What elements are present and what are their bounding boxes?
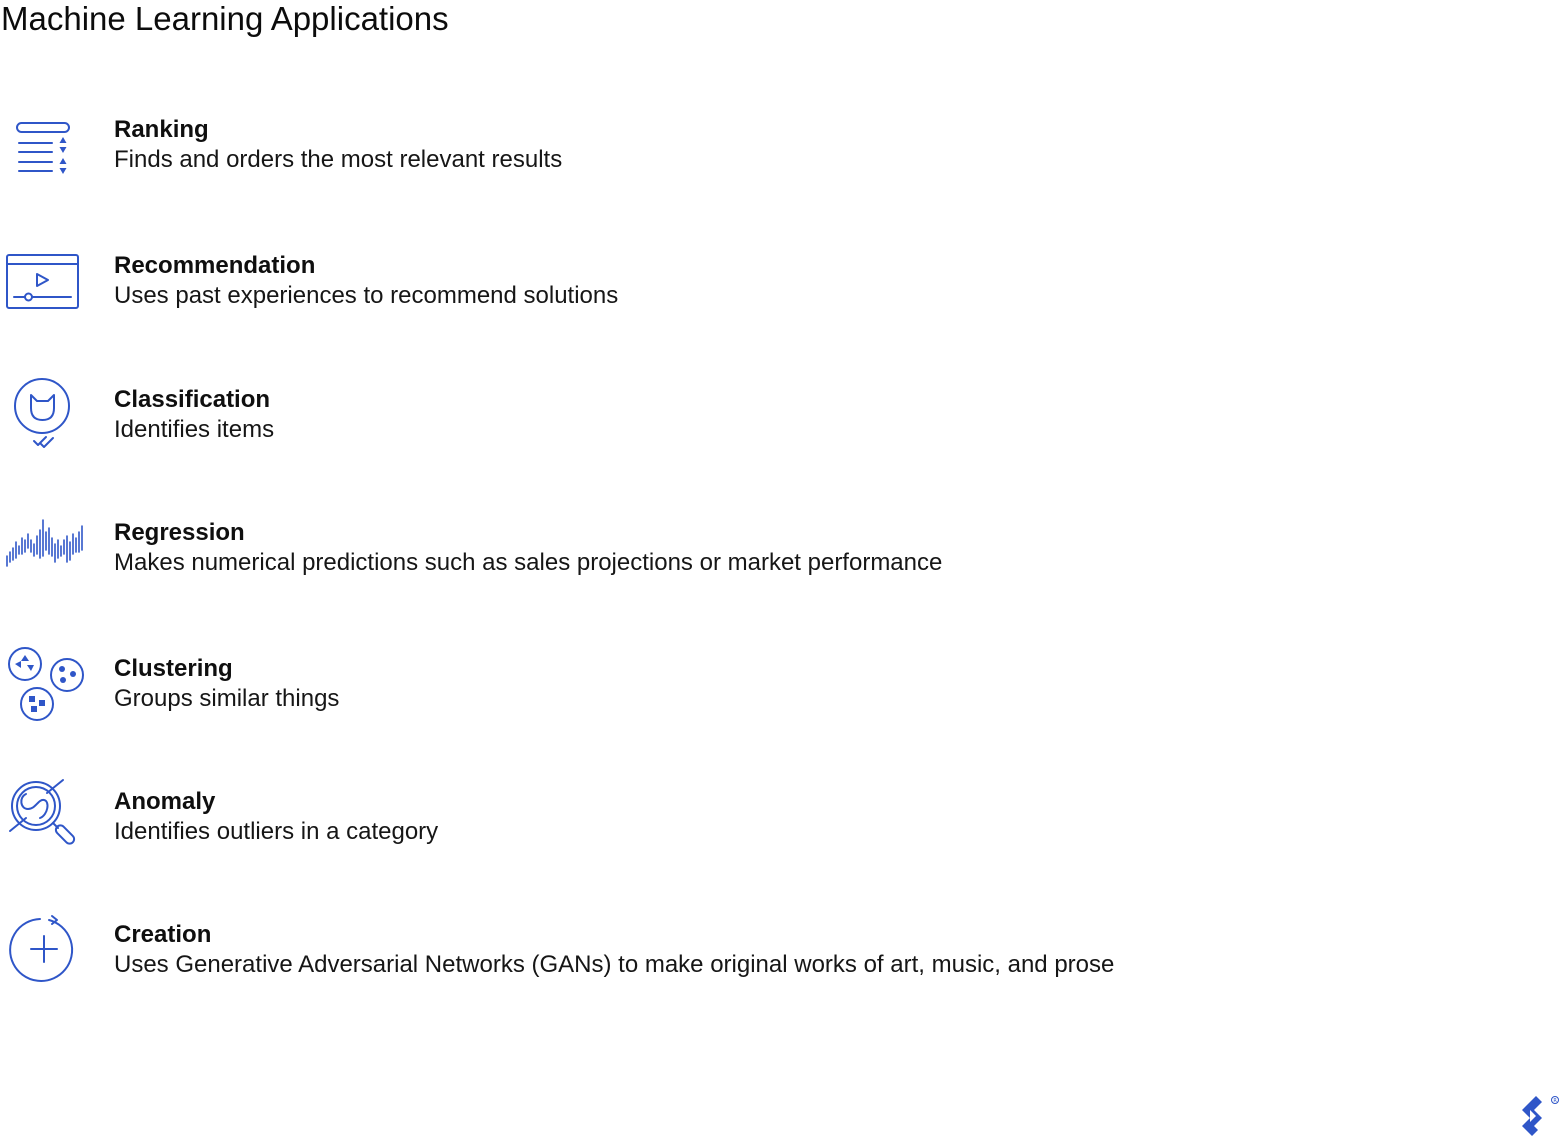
item-description: Uses past experiences to recommend solutions [114,282,619,309]
list-item-creation [0,912,1300,1002]
item-description: Finds and orders the most relevant results [114,146,563,173]
video-player-icon [0,246,96,336]
toptal-logo-icon [1518,1092,1560,1143]
item-title: Clustering [114,655,233,682]
item-description: Identifies items [114,416,275,443]
magnifier-curve-icon [0,779,96,869]
item-description: Groups similar things [114,685,340,712]
item-description: Uses Generative Adversarial Networks (GANs) to make original works of art, music, and prose [114,951,1115,978]
item-title: Recommendation [114,252,316,279]
ranked-list-icon [0,110,96,200]
item-description: Makes numerical predictions such as sales projections or market performance [114,549,943,576]
list-item-classification [0,377,1300,467]
list-item-regression [0,510,1300,600]
list-item-ranking [0,106,1300,196]
clusters-icon [0,646,96,736]
waveform-icon [0,510,96,600]
item-description: Identifies outliers in a category [114,818,439,845]
item-title: Ranking [114,116,209,143]
list-item-recommendation [0,242,1300,332]
item-title: Classification [114,386,271,413]
list-item-anomaly [0,779,1300,869]
list-item-clustering [0,646,1300,736]
plus-circle-icon [0,912,96,1002]
page-title: Machine Learning Applications [1,0,449,37]
item-title: Creation [114,921,212,948]
svg-text:R: R [1553,1098,1557,1104]
cat-face-check-icon [0,377,96,467]
item-title: Regression [114,519,245,546]
item-title: Anomaly [114,788,216,815]
